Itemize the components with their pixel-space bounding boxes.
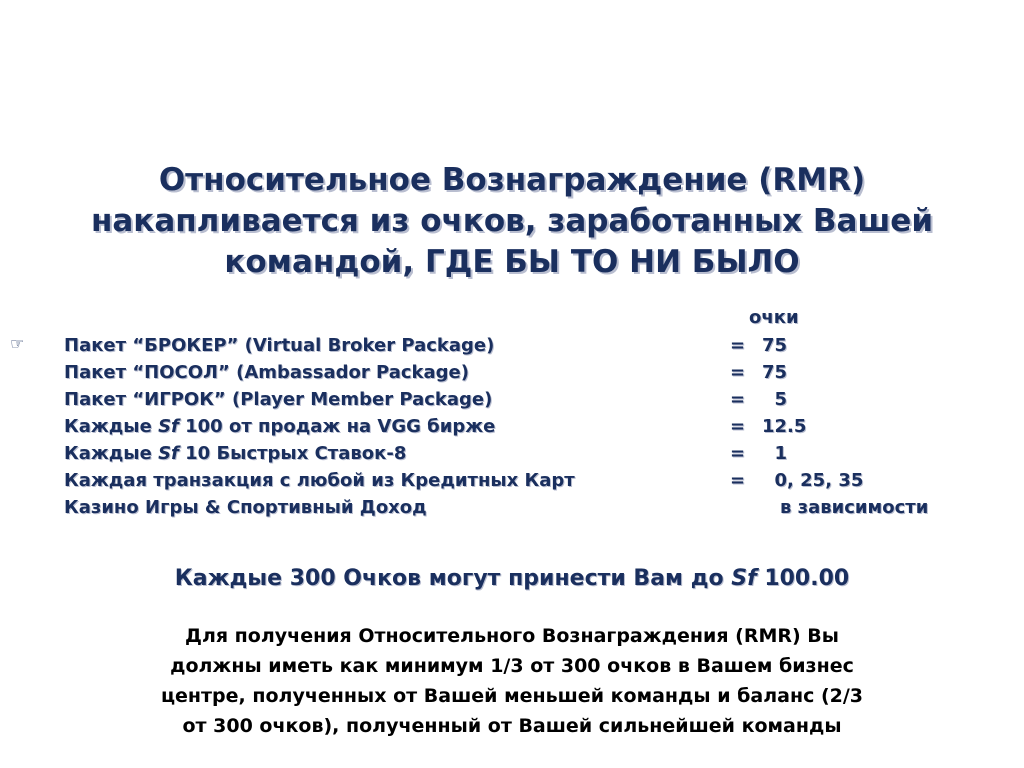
row-label: Пакет “БРОКЕР” (Virtual Broker Package): [64, 335, 495, 356]
pointing-hand-icon: ☞: [10, 334, 25, 353]
row-equals: =: [730, 362, 746, 383]
row-value: 0, 25, 35: [762, 470, 864, 491]
list-item: [64, 495, 1014, 522]
row-value: 5: [762, 389, 788, 410]
row-label: Казино Игры & Спортивный Доход: [64, 497, 427, 518]
note-line-2: должны иметь как минимум 1/3 от 300 очков в Вашем бизнес: [170, 655, 854, 677]
row-value: 75: [762, 362, 788, 383]
row-equals: =: [730, 470, 746, 491]
note-line-4: от 300 очков), полученный от Вашей сильнейшей команды: [182, 715, 842, 737]
row-label-prefix: Каждые: [64, 443, 159, 464]
slide-title: [20, 160, 1004, 283]
row-equals: =: [730, 389, 746, 410]
row-value: 1: [762, 443, 788, 464]
row-label: Пакет “ИГРОК” (Player Member Package): [64, 389, 493, 410]
row-label-suffix: 10 Быстрых Ставок-8: [178, 443, 407, 464]
row-value: 12.5: [762, 416, 807, 437]
row-value: 75: [762, 335, 788, 356]
summary-line: [20, 564, 1004, 594]
row-label: [64, 441, 406, 466]
currency-sf: Sf: [731, 566, 757, 591]
list-item: [64, 333, 1014, 360]
list-item: [64, 468, 1014, 495]
list-item: [64, 387, 1014, 414]
row-equals: =: [730, 335, 746, 356]
row-label: [64, 414, 495, 439]
points-column-header: очки: [749, 307, 799, 328]
summary-suffix: 100.00: [756, 566, 850, 591]
note-line-1: Для получения Относительного Вознаграждения (RMR) Вы: [185, 625, 839, 647]
row-label-suffix: 100 от продаж на VGG бирже: [178, 416, 496, 437]
list-item: [64, 414, 1014, 441]
currency-sf: Sf: [158, 416, 179, 437]
list-item: [64, 360, 1014, 387]
row-value: в зависимости: [780, 497, 929, 518]
title-line-3: командой, ГДЕ БЫ ТО НИ БЫЛО: [224, 244, 800, 280]
title-line-1: Относительное Вознаграждение (RMR): [158, 162, 866, 198]
summary-prefix: Каждые 300 Очков могут принести Вам до: [174, 566, 732, 591]
row-equals: =: [730, 443, 746, 464]
note-line-3: центре, полученных от Вашей меньшей команды и баланс (2/3: [160, 685, 864, 707]
currency-sf: Sf: [158, 443, 179, 464]
list-item: [64, 441, 1014, 468]
points-list: [64, 333, 1014, 522]
requirements-note: [20, 621, 1004, 741]
title-line-2: накапливается из очков, заработанных Вашей: [90, 203, 934, 239]
row-label-prefix: Каждые: [64, 416, 159, 437]
row-label: Каждая транзакция с любой из Кредитных Карт: [64, 470, 575, 491]
row-equals: =: [730, 416, 746, 437]
row-label: Пакет “ПОСОЛ” (Ambassador Package): [64, 362, 469, 383]
